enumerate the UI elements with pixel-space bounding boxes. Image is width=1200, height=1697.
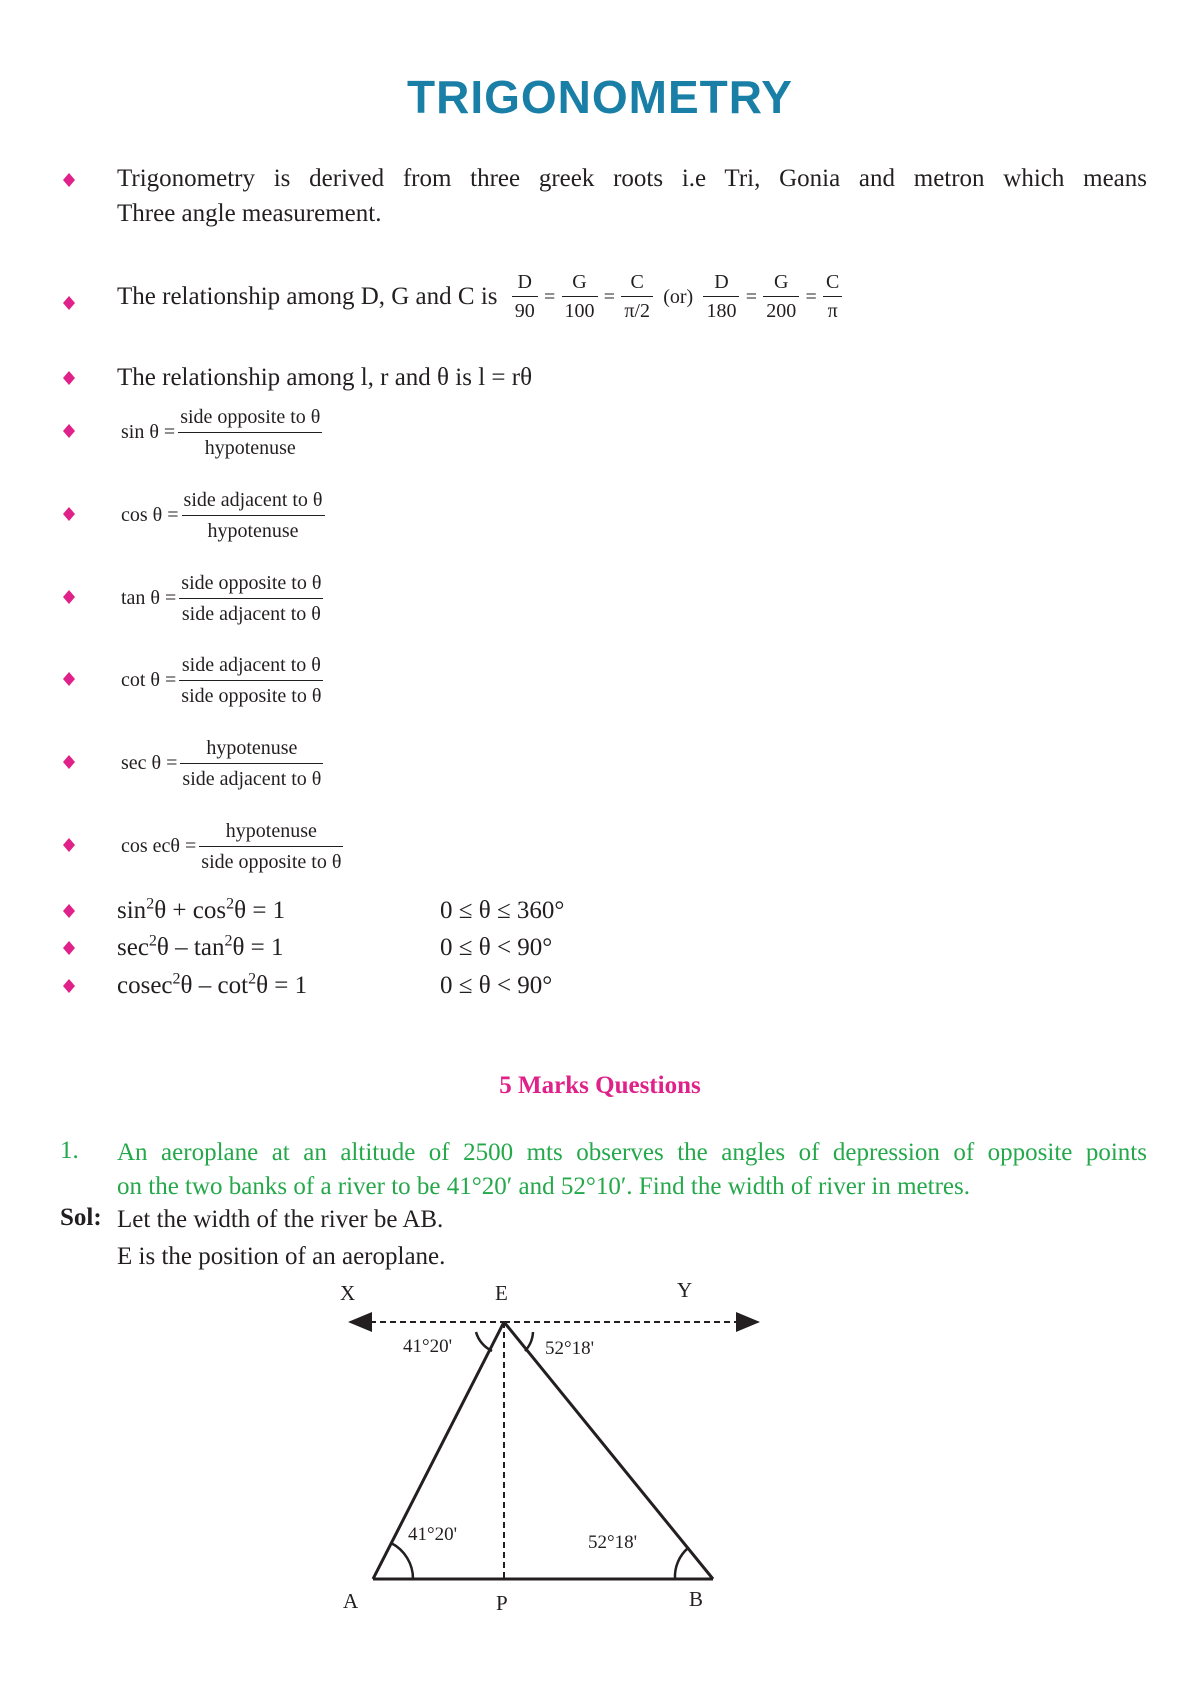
bullet-diamond-icon (62, 424, 76, 438)
definition-fraction (199, 816, 343, 877)
label-p: P (496, 1591, 508, 1615)
identity-sec-tan (117, 931, 284, 965)
identity-part: cosec (117, 972, 173, 999)
identity-part: θ = 1 (256, 972, 308, 999)
superscript: 2 (148, 932, 157, 950)
angle-label-top-right: 52°18' (545, 1338, 595, 1359)
identity-range: 0 ≤ θ < 90° (440, 972, 553, 999)
bullet-diamond-icon (62, 755, 76, 769)
fraction-denominator: side adjacent to θ (181, 603, 321, 625)
definition-cot (121, 650, 323, 711)
fraction-numerator: C (621, 268, 653, 297)
equals-sign: = (805, 285, 817, 308)
bullet-diamond-icon (62, 507, 76, 521)
fraction-denominator: π/2 (624, 300, 650, 322)
definition-fraction (178, 402, 322, 463)
relation-dgc-prefix: The relationship among D, G and C is (117, 282, 498, 310)
definition-lhs: tan θ = (121, 587, 177, 609)
fraction-numerator: G (562, 268, 598, 297)
superscript: 2 (172, 970, 181, 988)
question-line-1: An aeroplane at an altitude of 2500 mts observes the angles of depression of opposite points (117, 1139, 1147, 1166)
bullet-diamond-icon (62, 838, 76, 852)
definition-tan (121, 568, 323, 629)
bullet-diamond-icon (62, 371, 76, 385)
fraction-numerator: side adjacent to θ (179, 650, 323, 681)
definition-lhs: cot θ = (121, 669, 177, 691)
definition-lhs: sec θ = (121, 752, 178, 774)
definition-fraction (179, 568, 323, 629)
fraction-denominator: 200 (766, 300, 797, 322)
identity-part: θ = 1 (234, 897, 286, 924)
identity-part: θ = 1 (232, 934, 284, 961)
label-y: Y (677, 1280, 693, 1302)
fraction-denominator: π (827, 300, 838, 322)
fraction-numerator: D (512, 268, 538, 297)
bullet-diamond-icon (62, 672, 76, 686)
superscript: 2 (224, 932, 233, 950)
page-title: TRIGONOMETRY (407, 71, 793, 123)
angle-label-bottom-right: 52°18' (588, 1532, 638, 1553)
identity-part: θ – cot (180, 972, 249, 999)
identity-range: 0 ≤ θ < 90° (440, 934, 553, 961)
fraction-g-200 (763, 268, 799, 325)
identity-part: θ + cos (154, 897, 227, 924)
identity-sin-cos (117, 894, 285, 928)
fraction-denominator: 180 (706, 300, 737, 322)
definition-lhs: sin θ = (121, 421, 176, 443)
definition-lhs: cos θ = (121, 504, 179, 526)
label-b: B (689, 1587, 704, 1611)
bullet-diamond-icon (62, 590, 76, 604)
fraction-numerator: hypotenuse (199, 816, 343, 847)
fraction-denominator: 90 (514, 300, 535, 322)
definition-sin (121, 402, 322, 463)
fraction-c-pi (823, 268, 842, 325)
question-text (117, 1136, 1147, 1204)
fraction-denominator: side opposite to θ (181, 685, 322, 707)
angle-label-top-left: 41°20' (403, 1336, 453, 1357)
section-title: 5 Marks Questions (499, 1072, 701, 1099)
bullet-diamond-icon (62, 941, 76, 955)
equals-sign: = (745, 285, 757, 308)
relation-l-r-theta: The relationship among l, r and θ is l = rθ (117, 364, 533, 391)
identity-part: θ – tan (156, 934, 225, 961)
fraction-numerator: D (703, 268, 739, 297)
definition-lhs: cos ecθ = (121, 835, 197, 857)
solution-label: Sol: (60, 1204, 102, 1231)
question-line-2: on the two banks of a river to be 41°20′ and 52°10′. Find the width of river in metres. (117, 1173, 970, 1200)
fraction-c-pi-2 (621, 268, 653, 325)
definition-sec (121, 733, 323, 794)
fraction-numerator: side opposite to θ (178, 402, 322, 433)
fraction-numerator: side opposite to θ (179, 568, 323, 599)
fraction-denominator: hypotenuse (207, 520, 299, 542)
triangle-diagram (340, 1280, 780, 1620)
definition-fraction (179, 650, 323, 711)
superscript: 2 (248, 970, 257, 988)
fraction-denominator: side adjacent to θ (182, 768, 322, 790)
identity-range: 0 ≤ θ ≤ 360° (440, 897, 565, 924)
fraction-numerator: C (823, 268, 842, 297)
definition-fraction (182, 485, 325, 546)
label-a: A (343, 1589, 359, 1613)
fraction-d-90 (512, 268, 538, 325)
definition-cos (121, 485, 325, 546)
angle-arc-bottom-right (675, 1548, 688, 1579)
solution-line-1: Let the width of the river be AB. (117, 1206, 444, 1233)
identity-part: sec (117, 934, 149, 961)
bullet-diamond-icon (62, 979, 76, 993)
superscript: 2 (226, 895, 235, 913)
intro-line-1: Trigonometry is derived from three greek roots i.e Tri, Gonia and metron which means (117, 165, 1147, 192)
intro-paragraph (117, 161, 1147, 231)
angle-arc-top-right (525, 1332, 533, 1351)
fraction-denominator: 100 (564, 300, 595, 322)
fraction-d-180 (703, 268, 739, 325)
equals-sign: = (603, 285, 616, 308)
relation-dgc (117, 268, 842, 325)
label-x: X (340, 1281, 356, 1305)
angle-arc-bottom-left (391, 1543, 413, 1579)
equals-sign: = (544, 285, 556, 308)
angle-label-bottom-left: 41°20' (408, 1524, 458, 1545)
fraction-denominator: hypotenuse (204, 437, 296, 459)
bullet-diamond-icon (62, 904, 76, 918)
fraction-numerator: hypotenuse (180, 733, 323, 764)
bullet-diamond-icon (62, 173, 76, 187)
question-number: 1. (60, 1137, 79, 1164)
intro-line-2: Three angle measurement. (117, 200, 382, 227)
definition-cosec (121, 816, 343, 877)
solution-line-2: E is the position of an aeroplane. (117, 1243, 446, 1270)
label-e: E (495, 1281, 508, 1305)
superscript: 2 (146, 895, 155, 913)
identity-part: sin (117, 897, 147, 924)
bullet-diamond-icon (62, 296, 76, 310)
fraction-denominator: side opposite to θ (201, 851, 342, 873)
fraction-numerator: G (763, 268, 799, 297)
definition-fraction (180, 733, 323, 794)
or-text: (or) (663, 285, 694, 308)
fraction-g-100 (562, 268, 598, 325)
fraction-numerator: side adjacent to θ (182, 485, 325, 516)
identity-cosec-cot (117, 969, 307, 1003)
